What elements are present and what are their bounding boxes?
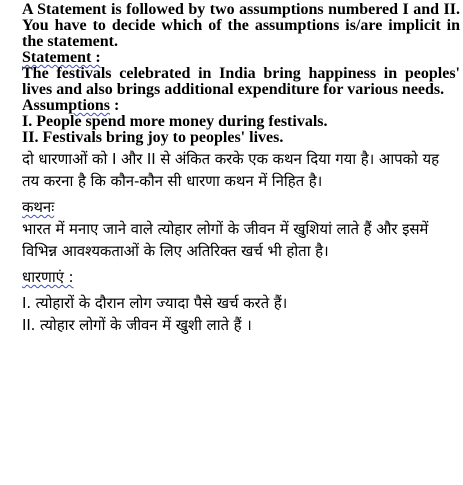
assumptions-label-end: : xyxy=(110,97,120,114)
hindi-statement-label: कथनः xyxy=(22,198,55,216)
english-assumption-2: II. Festivals bring joy to peoples' lives. xyxy=(22,129,284,146)
english-instructions: A Statement is followed by two assumptions numbered I and II. You have to decide which of the assumptions is/are implicit in the statement. xyxy=(22,1,460,50)
assumptions-label-spellcheck: ptions xyxy=(68,97,111,114)
question-document xyxy=(22,2,460,336)
hindi-assumption-2: II. त्योहार लोगों के जीवन में खुशी लाते हैं । xyxy=(22,316,252,334)
english-statement-label: Statement : xyxy=(22,49,101,66)
hindi-statement-text: भारत में मनाए जाने वाले त्योहार लोगों के जीवन में खुशियां लाते हैं और इसमें विभिन्न आवश्यकताओं के लिए अतिरिक्त खर्च भी होता है। xyxy=(22,220,429,260)
assumptions-label-start: Assum xyxy=(22,97,69,114)
english-assumptions-label xyxy=(22,98,460,114)
hindi-assumption-1: I. त्योहारों के दौरान लोग ज्यादा पैसे खर्च करते हैं। xyxy=(22,294,288,312)
hindi-instructions: दो धारणाओं को I और II से अंकित करके एक कथन दिया गया है। आपको यह तय करना है कि कौन-कौन सी धारणा कथन में निहित है। xyxy=(22,150,439,190)
english-statement-text: The festivals celebrated in India bring happiness in peoples' lives and also brings additional expenditure for various needs. xyxy=(22,65,460,98)
english-assumption-1: I. People spend more money during festivals. xyxy=(22,113,328,130)
hindi-assumptions-label: धारणाएं : xyxy=(22,268,74,286)
